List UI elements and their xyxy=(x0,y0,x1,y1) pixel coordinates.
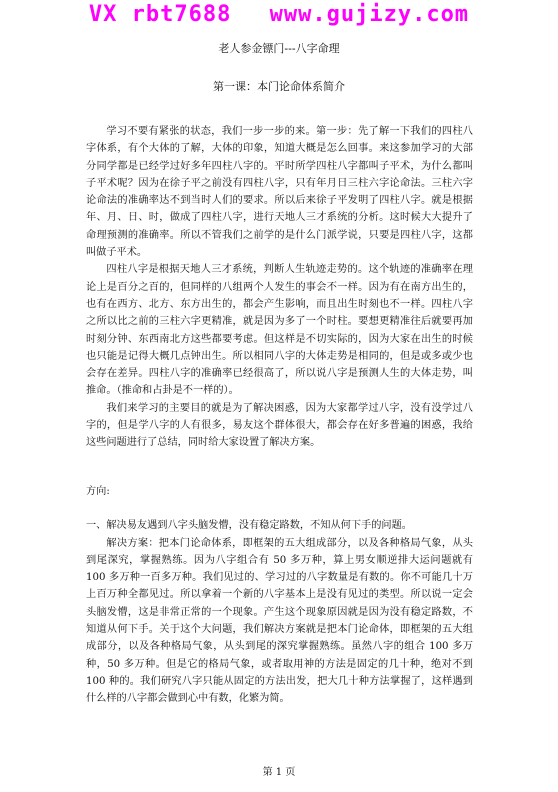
direction-section xyxy=(86,483,473,708)
page-number: 第 1 页 xyxy=(262,767,296,778)
section-label: 方向: xyxy=(86,486,110,497)
paragraph-3: 我们来学习的主要目的就是为了解决困惑，因为大家都学过八字，没有没学过八字的，但是学八字的人有很多，易友这个群体很大，都会存在好多普遍的困惑，我给这些问题进行了总结，同时给大家设置了解决方案。 xyxy=(86,402,473,449)
paragraph-2: 四柱八字是根据天地人三才系统，判断人生轨迹走势的。这个轨迹的准确率在理论上是百分之百的，但同样的八组两个人发生的事会不一样。因为有在南方出生的，也有在西方、北方、东方出生的，都会产生影响，而且出生时刻也不一样。四柱八字之所以比之前的三柱六字更精准，就是因为多了一个时柱。要想更精准往后就要再加时刻分钟、东西南北方这些都要考虑。但这样是不切实际的，因为大家在出生的时候也只能是记得大概几点钟出生。所以相同八字的大体走势是相同的，但是或多或少也会存在差异。四柱八字的准确率已经很高了，所以说八字是预测人生的大体走势，叫推命。（推命和占卦是不一样的）。 xyxy=(86,264,473,397)
item-1: 一、解决易友遇到八字头脑发懵，没有稳定路数，不知从何下手的问题。 xyxy=(86,520,412,532)
lesson-title: 第一课：本门论命体系简介 xyxy=(213,80,345,93)
watermark xyxy=(0,2,558,27)
intro-section xyxy=(86,123,473,452)
solution-paragraph: 解决方案：把本门论命体系，即框架的五大组成部分，以及各种格局气象，从头到尾深究，掌握熟练。因为八字组合有 50 多万种，算上男女顺逆排大运问题就有 100 多万种一百多万种。我们见过的、学习过的八字数量是有数的。你不可能几十万上百万种全都见过。所以拿着一个新的八字基本上是没有见过的类型。所以说一定会头脑发懵，这是非常正常的一个现象。产生这个现象原因就是因为没有稳定路数，不知道从何下手。关于这个大问题，我们解决方案就是把本门论命体，即框架的五大组成部分，以及各种格局气象，从头到尾的深究掌握熟练。虽然八字的组合 100 多万种，50 多万种。但是它的格局气象，或者取用神的方法是固定的几十种，绝对不到 100 种的。我们研究八字只能从固定的方法出发，把大几十种方法掌握了，这样遇到什么样的八字都会做到心中有数，化繁为简。 xyxy=(86,537,473,705)
document-title: 老人参金镖门---八字命理 xyxy=(218,42,340,55)
watermark-url: www.gujizy.com xyxy=(269,2,470,27)
paragraph-1: 学习不要有紧张的状态，我们一步一步的来。第一步：先了解一下我们的四柱八字体系，有个大体的了解，大体的印象，知道大概是怎么回事。来这参加学习的大部分同学都是已经学过好多年四柱八字的。平时所学四柱八字都叫子平术，为什么都叫子平术呢？因为在徐子平之前没有四柱八字，只有年月日三柱六字论命法。三柱六字论命法的准确率达不到当时人们的要求。所以后来徐子平发明了四柱八字。就是根据年、月、日、时，做成了四柱八字，进行天地人三才系统的分析。这时候大大提升了命理预测的准确率。所以不管我们之前学的是什么门派学说，只要是四柱八字，这都叫做子平术。 xyxy=(86,126,473,259)
watermark-wechat: VX rbt7688 xyxy=(88,2,232,27)
